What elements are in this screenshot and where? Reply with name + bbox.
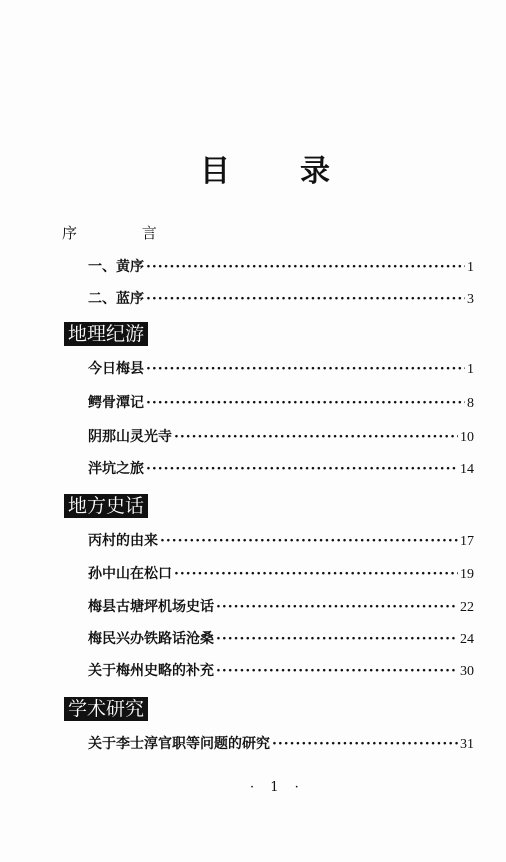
toc-entry-label: 今日梅县 [88, 361, 144, 377]
dot-leader [216, 663, 458, 679]
toc-entry-label: 阴那山灵光寺 [88, 429, 172, 445]
toc-entry-page: 17 [460, 534, 474, 549]
toc-entry-page: 24 [460, 632, 474, 647]
dot-leader [146, 395, 465, 411]
dot-leader [272, 736, 458, 752]
toc-entry-label: 泮坑之旅 [88, 461, 144, 477]
section-heading-geography: 地理纪游 [64, 322, 148, 346]
toc-entry-label: 二、蓝序 [88, 291, 144, 307]
toc-entry[interactable] [88, 733, 474, 753]
dot-leader [216, 599, 458, 615]
toc-entry-label: 鳄骨潭记 [88, 395, 144, 411]
toc-entry[interactable] [88, 358, 474, 378]
toc-entry[interactable] [88, 392, 474, 412]
toc-entry-page: 30 [460, 664, 474, 679]
toc-entry-label: 关于李士淳官职等问题的研究 [88, 736, 270, 752]
toc-entry-label: 孙中山在松口 [88, 566, 172, 582]
footer-page-number: · 1 · [250, 780, 305, 795]
dot-leader [146, 259, 465, 275]
toc-entry[interactable] [88, 596, 474, 616]
toc-entry[interactable] [88, 256, 474, 276]
toc-entry-page: 10 [460, 430, 474, 445]
toc-entry[interactable] [88, 288, 474, 308]
toc-entry[interactable] [88, 426, 474, 446]
toc-entry-label: 一、黄序 [88, 259, 144, 275]
dot-leader [174, 566, 458, 582]
section-heading-research: 学术研究 [64, 697, 148, 721]
preface-heading: 序 言 [62, 224, 187, 242]
title-char-2: 录 [300, 154, 330, 189]
toc-entry-label: 梅民兴办铁路话沧桑 [88, 631, 214, 647]
toc-entry[interactable] [88, 628, 474, 648]
title-char-1: 目 [200, 154, 230, 189]
toc-entry-page: 1 [467, 362, 474, 377]
toc-entry-page: 3 [467, 292, 474, 307]
toc-entry[interactable] [88, 660, 474, 680]
section-heading-history: 地方史话 [64, 494, 148, 518]
page-title [200, 146, 330, 190]
dot-leader [216, 631, 458, 647]
toc-entry-label: 丙村的由来 [88, 533, 158, 549]
toc-entry[interactable] [88, 458, 474, 478]
dot-leader [160, 533, 458, 549]
toc-entry-label: 关于梅州史略的补充 [88, 663, 214, 679]
toc-entry-label: 梅县古塘坪机场史话 [88, 599, 214, 615]
dot-leader [146, 461, 458, 477]
dot-leader [146, 361, 465, 377]
toc-entry[interactable] [88, 530, 474, 550]
toc-entry-page: 1 [467, 260, 474, 275]
dot-leader [174, 429, 458, 445]
toc-entry-page: 19 [460, 567, 474, 582]
toc-entry-page: 8 [467, 396, 474, 411]
toc-entry[interactable] [88, 563, 474, 583]
dot-leader [146, 291, 465, 307]
toc-entry-page: 14 [460, 462, 474, 477]
toc-entry-page: 22 [460, 600, 474, 615]
toc-entry-page: 31 [460, 737, 474, 752]
